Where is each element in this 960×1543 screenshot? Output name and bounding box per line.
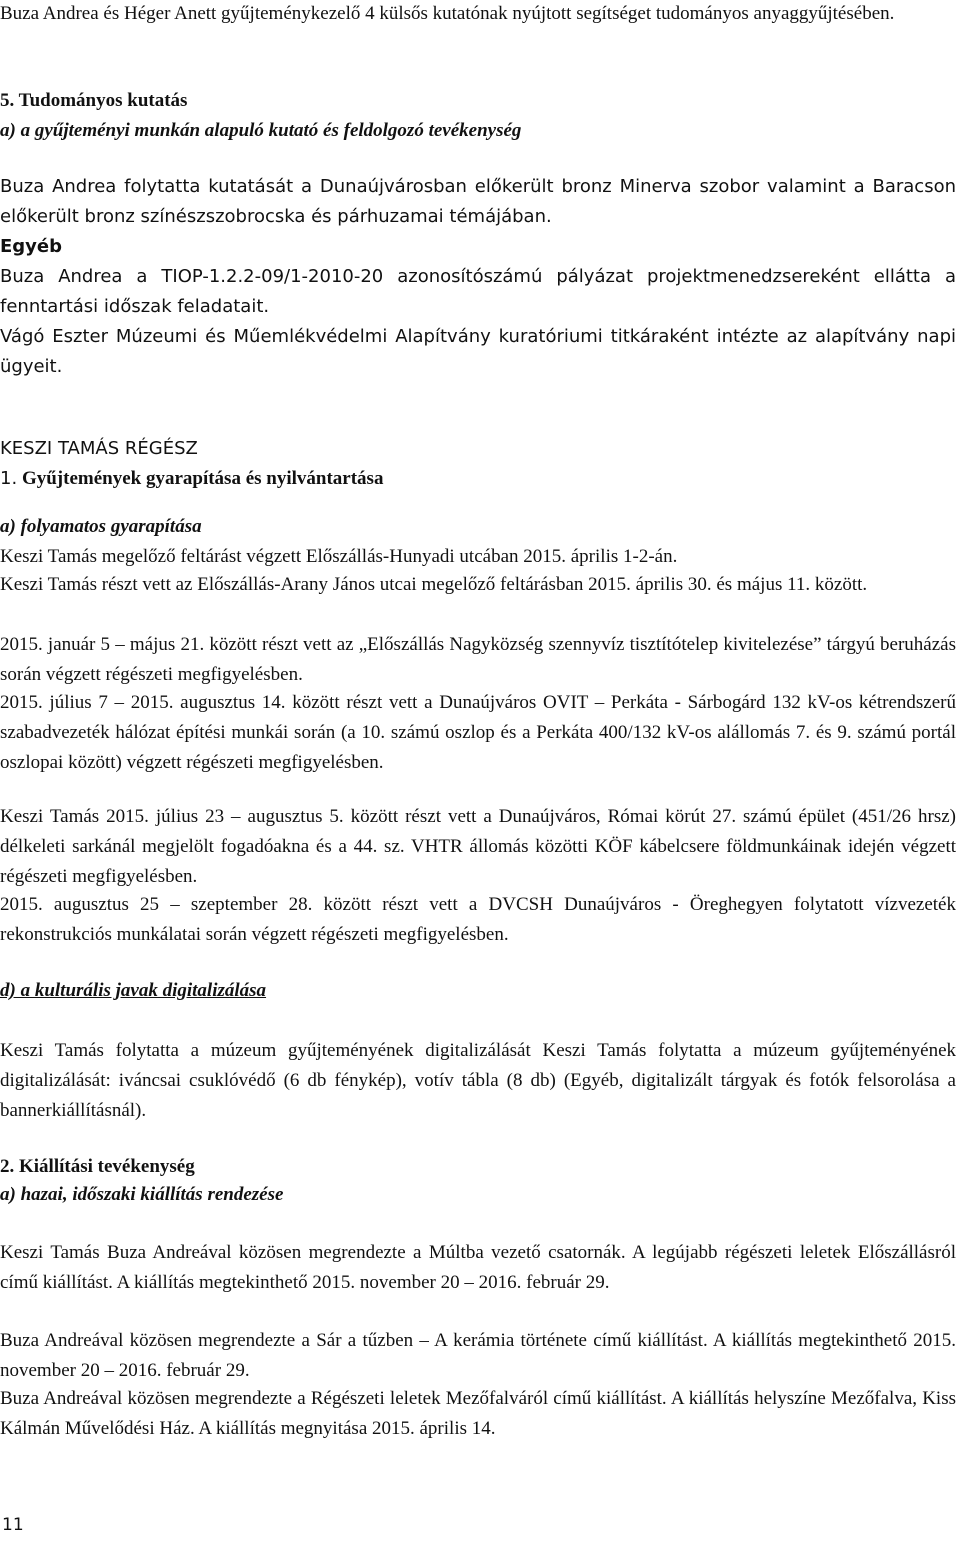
section-heading-2 — [0, 1152, 956, 1182]
subsection-heading-5a: a) a gyűjteményi munkán alapuló kutató és feldolgozó tevékenység — [0, 120, 522, 141]
paragraph-dvcsh-waterline: 2015. augusztus 25 – szeptember 28. között részt vett a DVCSH Dunaújváros - Öreghegyen folytatott vízvezeték rekonstrukciós munkálatai során végzett régészeti megfigyelésben. — [0, 894, 956, 945]
paragraph-exhibition-sar: Buza Andreával közösen megrendezte a Sár a tűzben – A kerámia története című kiállítást. A kiállítás megtekinthető 2015. november 20 – 2016. február 29. — [0, 1330, 956, 1381]
paragraph-exhibition-mezofalva: Buza Andreával közösen megrendezte a Régészeti leletek Mezőfalváról című kiállítást. A kiállítás helyszíne Mezőfalva, Kiss Kálmán Művelődési Ház. A kiállítás megnyitása 2015. április 14. — [0, 1388, 956, 1439]
paragraph-foundation: Vágó Eszter Múzeumi és Műemlékvédelmi Alapítvány kuratóriumi titkáraként intézte az alapítvány napi ügyeit. — [0, 326, 956, 377]
paragraph-exhibition-csatornak: Keszi Tamás Buza Andreával közösen megrendezte a Múltba vezető csatornák. A legújabb régészeti leletek Előszállásról című kiállítást. A kiállítás megtekinthető 2015. november 20 – 2016. február 29. — [0, 1242, 956, 1293]
subsection-heading-1d: d) a kulturális javak digitalizálása — [0, 980, 267, 1001]
section-title: Gyűjtemények gyarapítása és nyilvántartása — [21, 468, 384, 489]
paragraph-ovit-line: 2015. július 7 – 2015. augusztus 14. között részt vett a Dunaújváros OVIT – Perkáta - Sárbogárd 132 kV-os kétrendszerű szabadvezeték hálózat építési munkái során (a 10. számú oszlop és a Perkáta 400/132 kV-os alállomás 7. és 9. számú portál oszlopai között) végzett régészeti megfigyelésben. — [0, 692, 956, 773]
paragraph-digitalization: Keszi Tamás folytatta a múzeum gyűjteményének digitalizálását Keszi Tamás folytatta a múzeum gyűjteményének digitalizálását: iváncsai csuklóvédő (6 db fénykép), votív tábla (8 db) (Egyéb, digitalizált tárgyak és fotók felsorolása a bannerkiállításnál). — [0, 1040, 956, 1121]
paragraph-minerva-research: Buza Andrea folytatta kutatását a Dunaújvárosban előkerült bronz Minerva szobor valamint a Baracson előkerült bronz színészszobrocska és párhuzamai témájában. — [0, 176, 956, 227]
section-heading-1 — [0, 464, 956, 494]
paragraph-romai-korut: Keszi Tamás 2015. július 23 – augusztus 5. között részt vett a Dunaújváros, Római körút 27. számú épület (451/26 hrsz) délkeleti sarkánál megjelölt fogadóakna és a 44. sz. VHTR állomás közötti KÖF kábelcsere földmunkáinak idején végzett régészeti megfigyelésben. — [0, 806, 956, 887]
subsection-heading-2a: a) hazai, időszaki kiállítás rendezése — [0, 1184, 284, 1205]
page-number: 11 — [2, 1515, 24, 1535]
paragraph-collection-support: Buza Andrea és Héger Anett gyűjteménykezelő 4 külsős kutatónak nyújtott segítséget tudományos anyaggyűjtésében. — [0, 3, 895, 24]
paragraph-sewage-plant: 2015. január 5 – május 21. között részt vett az „Előszállás Nagyközség szennyvíz tisztítótelep kivitelezése” tárgyú beruházás során végzett régészeti megfigyelésben. — [0, 634, 956, 685]
subsection-heading-1a: a) folyamatos gyarapítása — [0, 516, 202, 537]
person-heading: KESZI TAMÁS RÉGÉSZ — [0, 438, 198, 459]
section-number: 1. — [0, 468, 18, 489]
section-title: Tudományos kutatás — [18, 90, 188, 111]
section-number: 5. — [0, 90, 15, 111]
paragraph-tiop-project: Buza Andrea a TIOP-1.2.2-09/1-2010-20 azonosítószámú pályázat projektmenedzsereként ellátta a fenntartási időszak feladatait. — [0, 266, 956, 317]
section-number: 2. — [0, 1156, 15, 1177]
paragraph-arany-janos-excavation: Keszi Tamás részt vett az Előszállás-Arany János utcai megelőző feltárásban 2015. április 30. és május 11. között. — [0, 574, 868, 595]
label-egyeb: Egyéb — [0, 236, 63, 257]
paragraph-hunyadi-excavation: Keszi Tamás megelőző feltárást végzett Előszállás-Hunyadi utcában 2015. április 1-2-án. — [0, 546, 678, 567]
section-heading-5 — [0, 86, 956, 116]
section-title: Kiállítási tevékenység — [19, 1156, 195, 1177]
